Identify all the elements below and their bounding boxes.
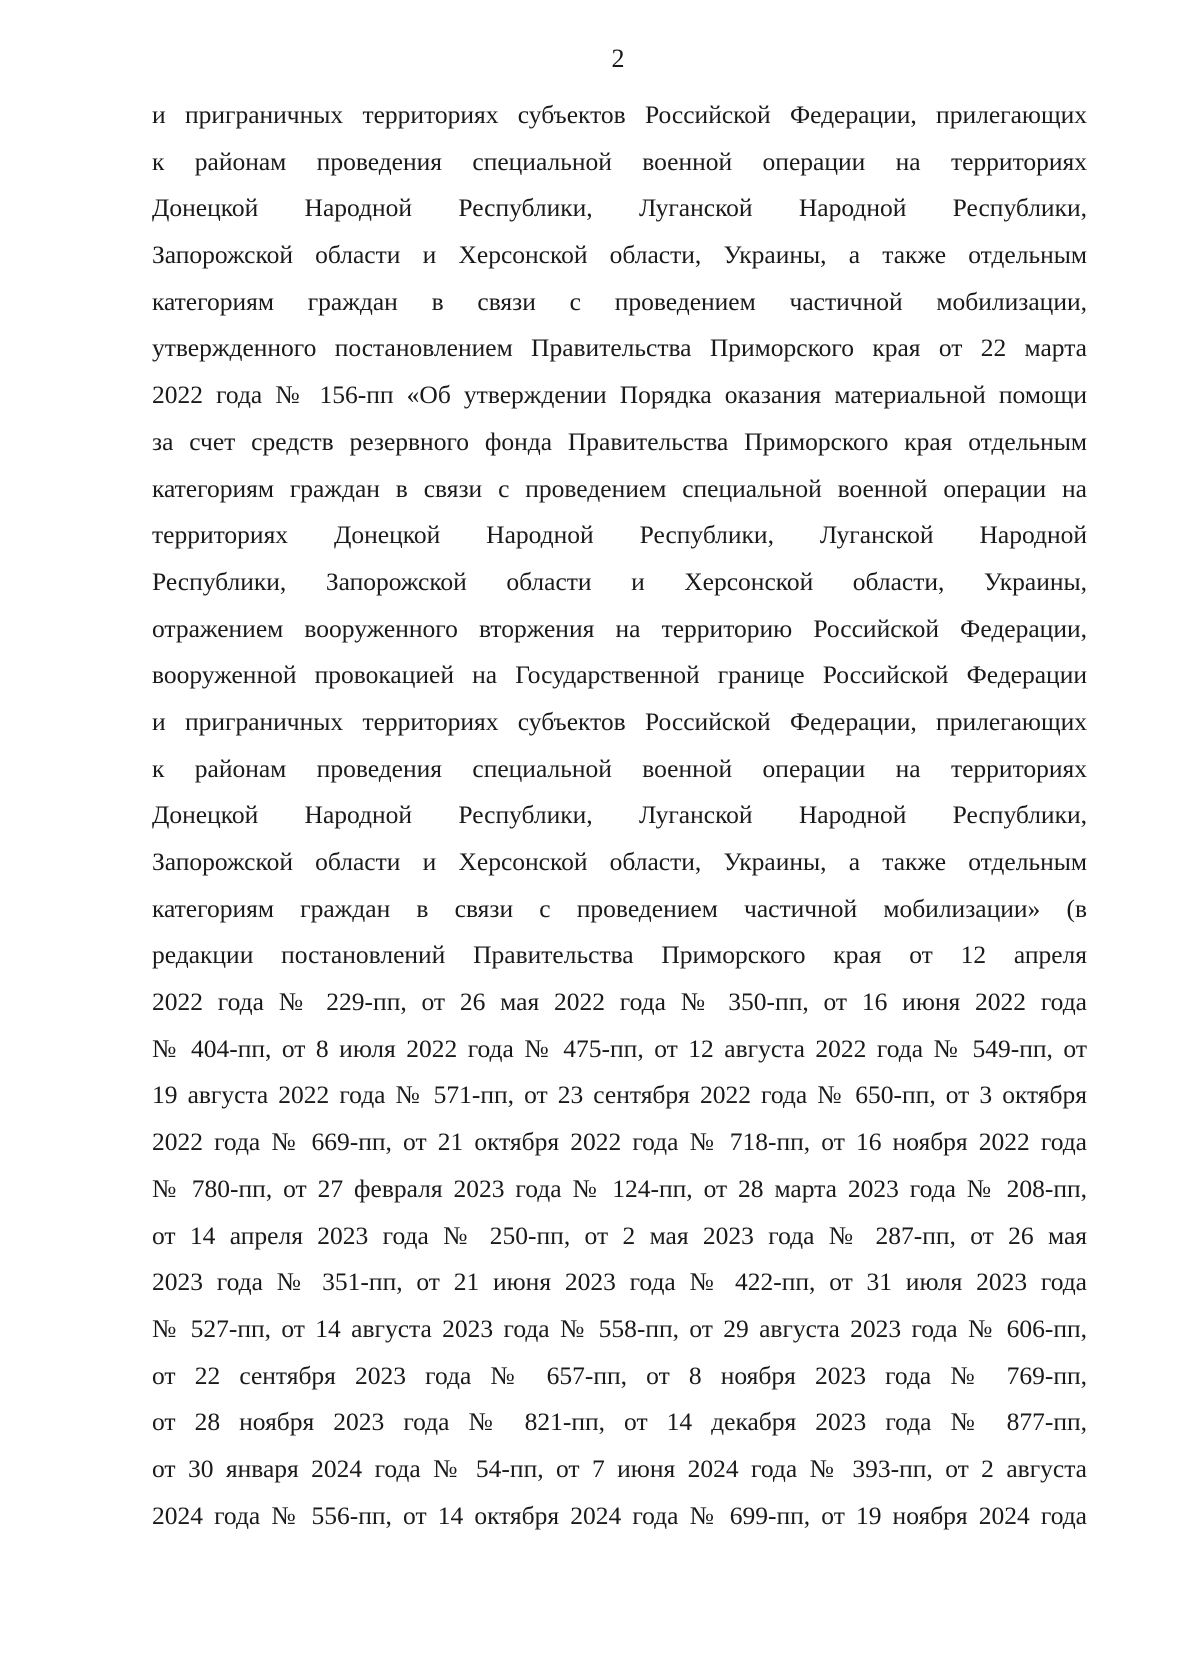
text-line: от 22 сентября 2023 года № 657-пп, от 8 ноября 2023 года № 769-пп, (152, 1360, 1087, 1390)
text-line: категориям граждан в связи с проведением частичной мобилизации» (в (152, 893, 1087, 923)
text-line: 19 августа 2022 года № 571-пп, от 23 сентября 2022 года № 650-пп, от 3 октября (152, 1080, 1087, 1110)
text-line: от 14 апреля 2023 года № 250-пп, от 2 мая 2023 года № 287-пп, от 26 мая (152, 1220, 1087, 1250)
text-line: территориях Донецкой Народной Республики, Луганской Народной (152, 520, 1087, 550)
text-line: за счет средств резервного фонда Правительства Приморского края отдельным (152, 426, 1087, 456)
text-line: 2024 года № 556-пп, от 14 октября 2024 года № 699-пп, от 19 ноября 2024 года (152, 1500, 1087, 1530)
text-line: редакции постановлений Правительства Приморского края от 12 апреля (152, 940, 1087, 970)
text-line: к районам проведения специальной военной операции на территориях (152, 753, 1087, 783)
text-line: Запорожской области и Херсонской области, Украины, а также отдельным (152, 847, 1087, 876)
text-line: и приграничных территориях субъектов Российской Федерации, прилегающих (152, 706, 1087, 736)
text-line: № 404-пп, от 8 июля 2022 года № 475-пп, от 12 августа 2022 года № 549-пп, от (152, 1033, 1087, 1063)
text-line: от 28 ноября 2023 года № 821-пп, от 14 декабря 2023 года № 877-пп, (152, 1407, 1087, 1437)
text-line: 2023 года № 351-пп, от 21 июня 2023 года № 422-пп, от 31 июля 2023 года (152, 1267, 1087, 1297)
text-line: 2022 года № 156-пп «Об утверждении Порядка оказания материальной помощи (152, 380, 1087, 410)
text-line: 2022 года № 229-пп, от 26 мая 2022 года № 350-пп, от 16 июня 2022 года (152, 987, 1087, 1017)
text-line: Донецкой Народной Республики, Луганской Народной Республики, (152, 193, 1087, 223)
text-line: Запорожской области и Херсонской области, Украины, а также отдельным (152, 240, 1087, 270)
text-line: Донецкой Народной Республики, Луганской Народной Республики, (152, 800, 1087, 830)
text-line: № 527-пп, от 14 августа 2023 года № 558-пп, от 29 августа 2023 года № 606-пп, (152, 1313, 1087, 1343)
text-line: и приграничных территориях субъектов Российской Федерации, прилегающих (152, 100, 1087, 129)
document-body (152, 92, 1087, 1539)
text-line: вооруженной провокацией на Государственной границе Российской Федерации (152, 660, 1087, 690)
page-number: 2 (611, 44, 625, 73)
text-line: к районам проведения специальной военной операции на территориях (152, 146, 1087, 176)
text-line: 2022 года № 669-пп, от 21 октября 2022 года № 718-пп, от 16 ноября 2022 года (152, 1127, 1087, 1157)
text-line: Республики, Запорожской области и Херсонской области, Украины, (152, 566, 1087, 596)
text-line: № 780-пп, от 27 февраля 2023 года № 124-пп, от 28 марта 2023 года № 208-пп, (152, 1173, 1087, 1203)
text-line: от 30 января 2024 года № 54-пп, от 7 июня 2024 года № 393-пп, от 2 августа (152, 1453, 1087, 1483)
text-line: категориям граждан в связи с проведением специальной военной операции на (152, 473, 1087, 503)
text-line: утвержденного постановлением Правительства Приморского края от 22 марта (152, 333, 1087, 363)
text-line: отражением вооруженного вторжения на территорию Российской Федерации, (152, 613, 1087, 643)
text-line: категориям граждан в связи с проведением частичной мобилизации, (152, 286, 1087, 316)
